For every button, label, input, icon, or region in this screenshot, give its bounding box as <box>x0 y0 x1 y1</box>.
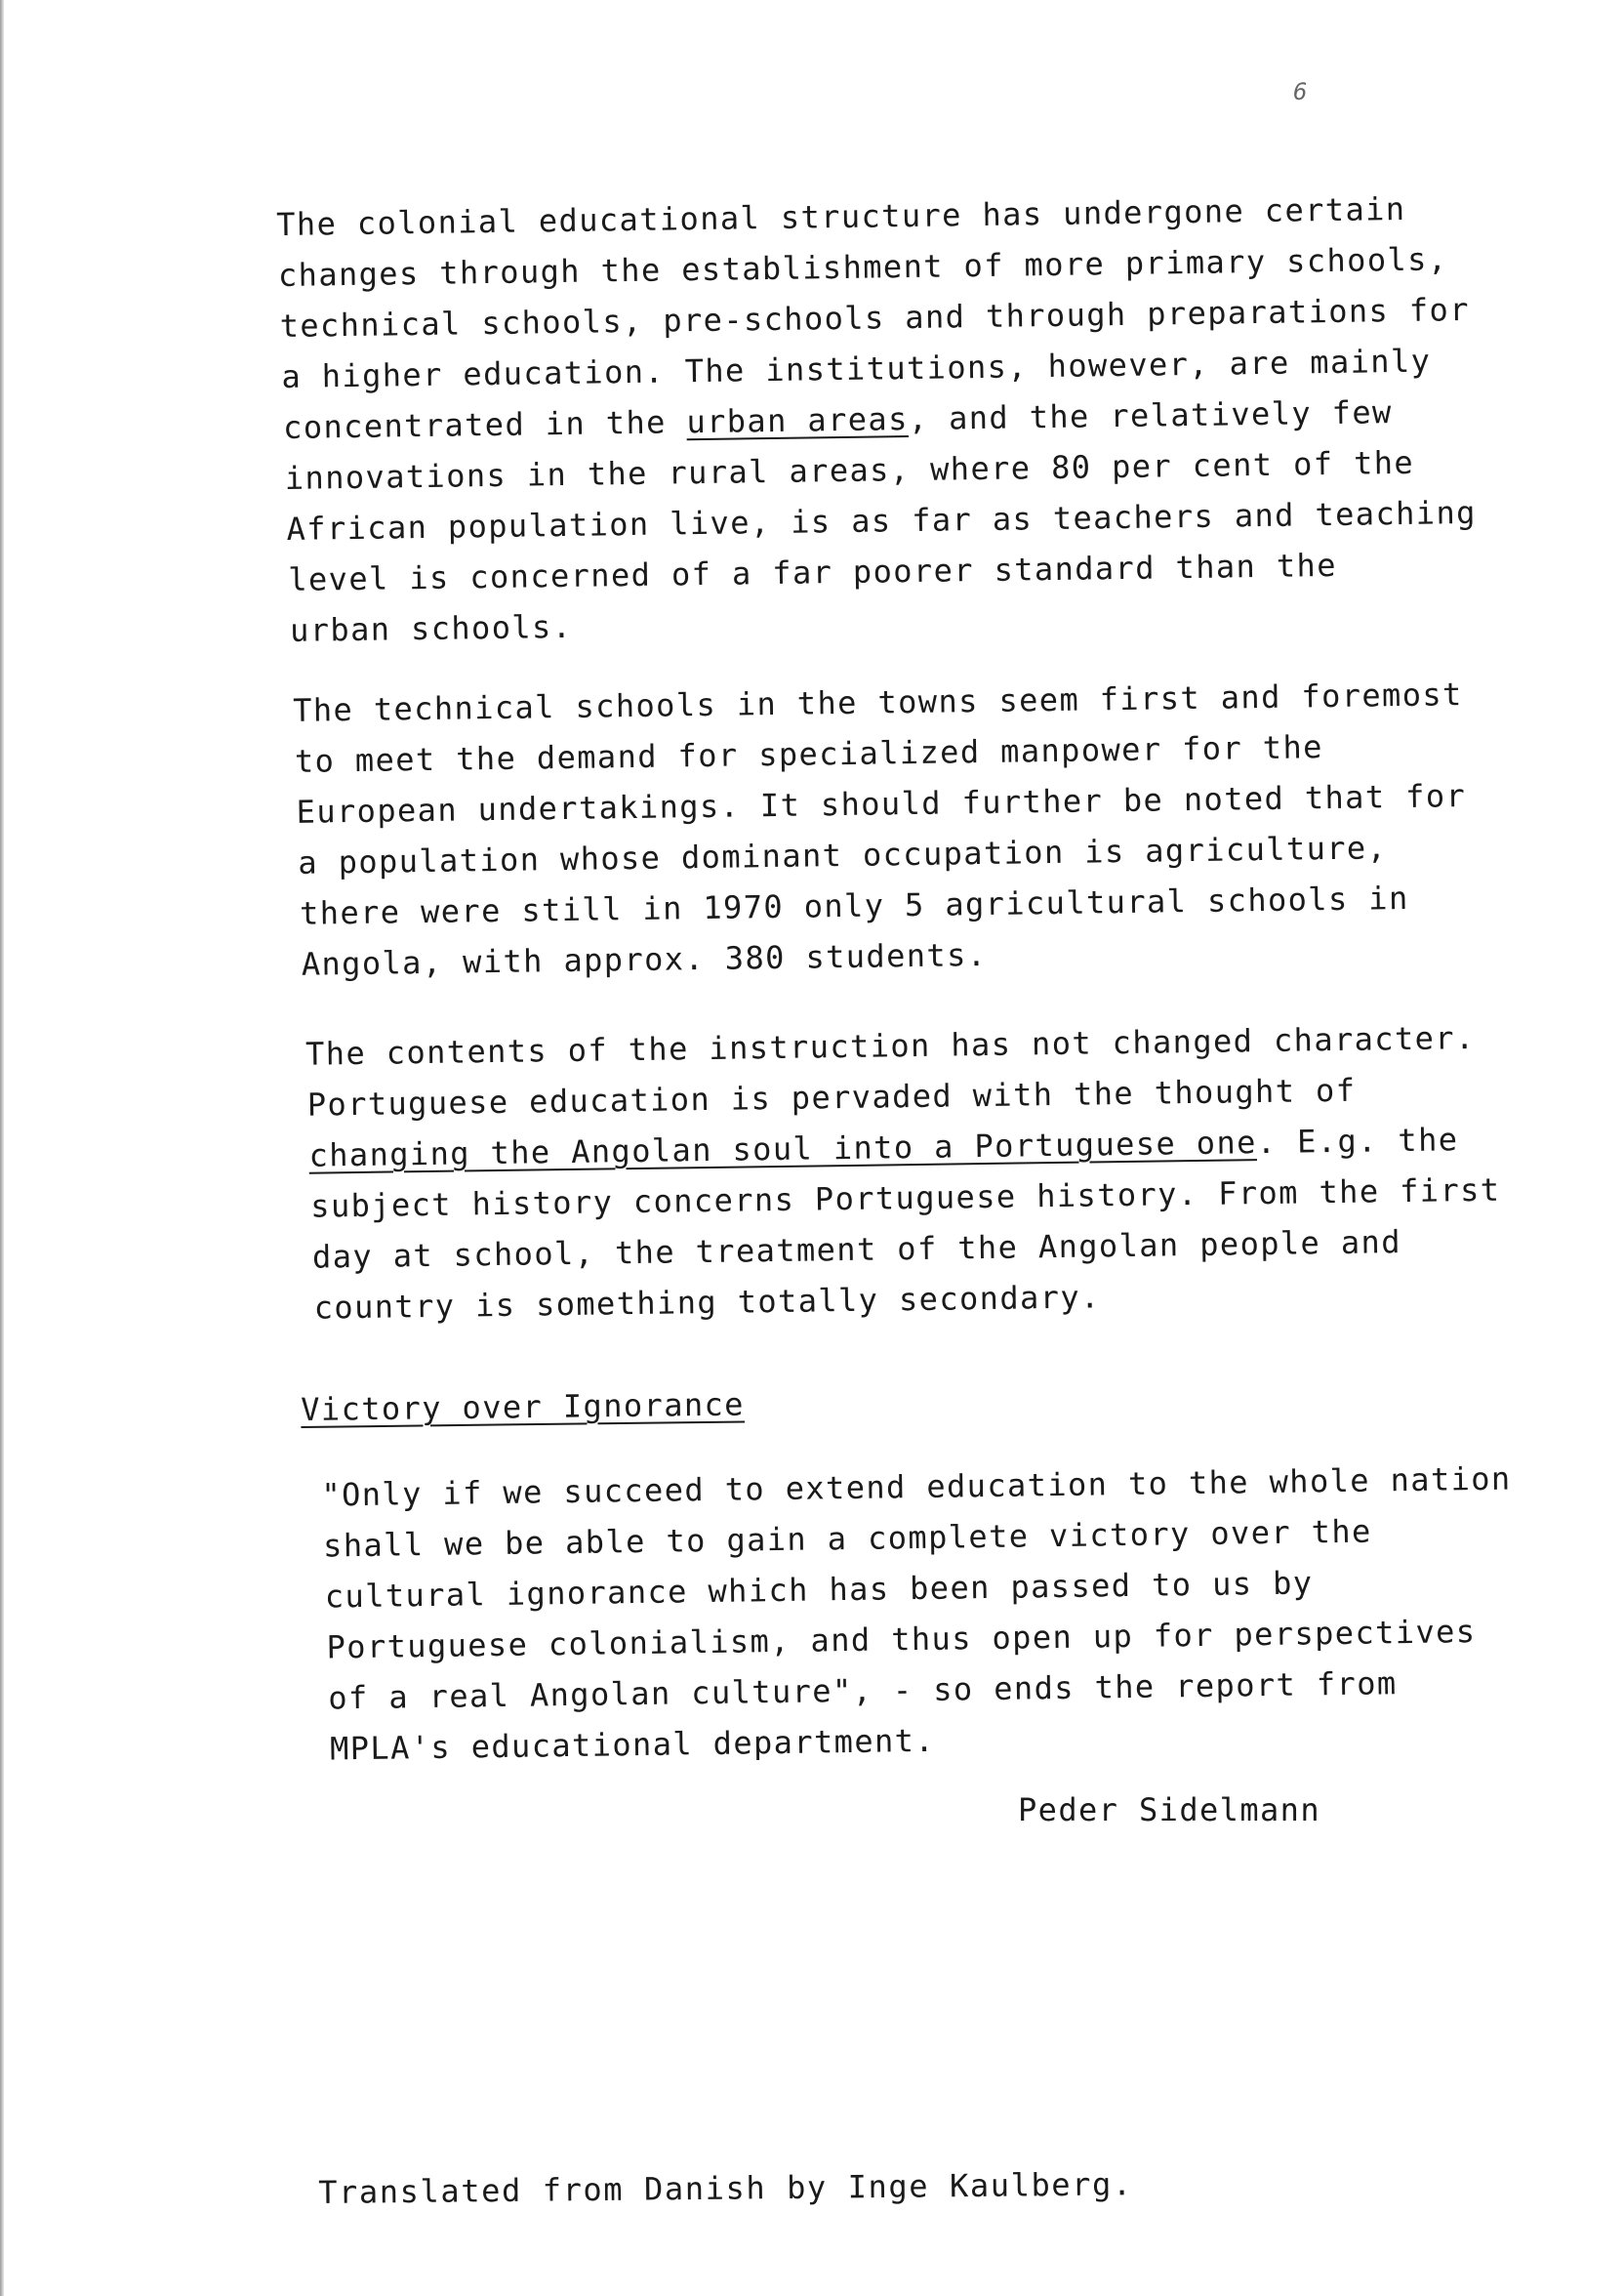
underlined-phrase: urban areas <box>686 400 909 441</box>
paragraph-line: The contents of the instruction has not changed character. <box>304 1019 1476 1073</box>
author-signature: Peder Sidelmann <box>1018 1791 1320 1828</box>
scan-edge <box>0 0 4 2296</box>
quote-line: cultural ignorance which has been passed to us by <box>324 1564 1314 1616</box>
paragraph-line: subject history concerns Portuguese history. From the first <box>310 1170 1501 1225</box>
section-heading <box>301 1385 745 1428</box>
paragraph-line: Portuguese education is pervaded with the thought of <box>306 1071 1357 1124</box>
paragraph-line: The technical schools in the towns seem first and foremost <box>292 676 1463 729</box>
paragraph-line: Angola, with approx. 380 students. <box>301 935 988 983</box>
page-number: 6 <box>1293 78 1308 105</box>
quote-line: MPLA's educational department. <box>329 1721 936 1768</box>
quote-line: shall we be able to gain a complete victory over the <box>322 1512 1372 1565</box>
paragraph-line-with-underline <box>282 393 1393 446</box>
paragraph-line: country is something totally secondary. <box>313 1278 1101 1327</box>
paragraph-line: a population whose dominant occupation is agriculture, <box>298 829 1388 882</box>
paragraph-line: urban schools. <box>289 607 573 649</box>
paragraph-line: to meet the demand for specialized manpower for the <box>294 728 1324 780</box>
line-text-after: , and the relatively few <box>908 393 1393 438</box>
quote-line: Portuguese colonialism, and thus open up for perspectives <box>326 1613 1477 1666</box>
quote-line: "Only if we succeed to extend education to the whole nation <box>321 1459 1512 1514</box>
paragraph-line: African population live, is as far as teachers and teaching <box>286 493 1478 548</box>
paragraph-line: level is concerned of a far poorer standard than the <box>288 546 1338 598</box>
section-heading-text: Victory over Ignorance <box>301 1385 746 1428</box>
paragraph-line: The colonial educational structure has undergone certain <box>275 189 1406 244</box>
paragraph-line: innovations in the rural areas, where 80 per cent of the <box>284 443 1415 497</box>
line-text-before: concentrated in the <box>282 403 687 446</box>
paragraph-line: technical schools, pre-schools and through preparations for <box>279 291 1471 346</box>
quote-line: of a real Angolan culture", - so ends the report from <box>328 1664 1398 1717</box>
paragraph-line: day at school, the treatment of the Angolan people and <box>311 1223 1402 1276</box>
paragraph-line-with-underline <box>308 1121 1459 1174</box>
translation-credit: Translated from Danish by Inge Kaulberg. <box>318 2165 1133 2211</box>
paragraph-line: European undertakings. It should further be noted that for <box>296 777 1467 831</box>
paragraph-line: changes through the establishment of more primary schools, <box>277 240 1448 295</box>
underlined-phrase: changing the Angolan soul into a Portuguese one <box>308 1124 1258 1174</box>
paragraph-line: there were still in 1970 only 5 agricultural schools in <box>299 879 1409 932</box>
paragraph-line: a higher education. The institutions, however, are mainly <box>281 342 1432 396</box>
line-text-after: . E.g. the <box>1256 1121 1459 1162</box>
